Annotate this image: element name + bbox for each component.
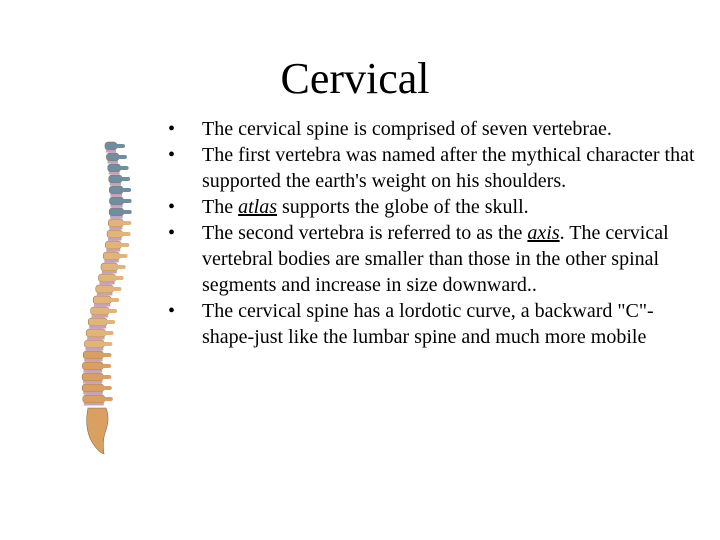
- disc-shape: [107, 161, 117, 164]
- spinous-process-shape: [116, 265, 126, 269]
- vertebra-shape: [105, 241, 121, 249]
- bullet-item: [166, 220, 696, 298]
- disc-shape: [89, 326, 106, 329]
- atlas-term: atlas: [238, 196, 277, 218]
- disc-shape: [94, 304, 110, 307]
- spinous-process-shape: [115, 144, 125, 148]
- disc-shape: [109, 227, 122, 230]
- bullet-marker: •: [168, 196, 176, 218]
- bullet-item: [166, 116, 696, 142]
- vertebra-shape: [108, 219, 123, 227]
- spinous-process-shape: [114, 276, 124, 280]
- vertebra-shape: [82, 384, 104, 392]
- spinous-process-shape: [101, 364, 111, 368]
- vertebra-shape: [109, 186, 123, 194]
- spinous-process-shape: [119, 243, 129, 247]
- bullet-item: [166, 142, 696, 194]
- vertebra-shape: [103, 252, 119, 260]
- bullet-marker: •: [168, 118, 176, 140]
- vertebra-shape: [107, 230, 122, 238]
- bullet-text-pre: The second vertebra is referred to as the: [202, 222, 528, 244]
- disc-shape: [97, 293, 113, 296]
- disc-shape: [99, 282, 114, 285]
- disc-shape: [104, 260, 118, 263]
- vertebra-shape: [98, 274, 115, 282]
- bullet-marker: •: [168, 222, 176, 244]
- spinous-process-shape: [120, 177, 130, 181]
- vertebra-shape: [83, 395, 105, 403]
- spinous-process-shape: [104, 331, 114, 335]
- spinous-process-shape: [122, 199, 132, 203]
- spinous-process-shape: [117, 155, 127, 159]
- bullet-text: The cervical spine has a lordotic curve, a backward "C"-shape-just like the lumbar spine and much more mobile: [202, 300, 654, 348]
- vertebra-shape: [109, 197, 123, 205]
- bullet-text-post: supports the globe of the skull.: [277, 196, 529, 218]
- spinous-process-shape: [122, 210, 132, 214]
- spinous-process-shape: [121, 232, 131, 236]
- disc-shape: [83, 392, 103, 395]
- slide-title: Cervical: [280, 54, 430, 103]
- disc-shape: [84, 403, 104, 406]
- bullet-text: The first vertebra was named after the mythical character that supported the earth's weight on his shoulders.: [202, 144, 695, 192]
- disc-shape: [102, 271, 117, 274]
- spinous-process-shape: [121, 221, 131, 225]
- vertebra-shape: [82, 362, 103, 370]
- disc-shape: [83, 381, 102, 384]
- vertebra-shape: [88, 318, 107, 326]
- bullet-list: [166, 116, 696, 350]
- spinous-process-shape: [105, 320, 115, 324]
- vertebra-shape: [101, 263, 118, 271]
- spine-illustration: [62, 136, 142, 456]
- spinous-process-shape: [103, 397, 113, 401]
- sacrum-shape: [87, 408, 108, 454]
- spinous-process-shape: [107, 309, 117, 313]
- axis-term: axis: [527, 222, 560, 244]
- disc-shape: [84, 359, 102, 362]
- spinous-process-shape: [102, 342, 112, 346]
- spinous-process-shape: [102, 353, 112, 357]
- disc-shape: [86, 348, 104, 351]
- disc-shape: [110, 216, 123, 219]
- bullet-text-pre: The: [202, 196, 239, 218]
- disc-shape: [110, 183, 121, 186]
- vertebra-shape: [93, 296, 111, 304]
- bullet-marker: •: [168, 300, 176, 322]
- spinous-process-shape: [118, 254, 128, 258]
- bullet-text-post: . The cervical vertebral bodies are smaller than those in the other spinal segments and increase in size downward..: [202, 222, 669, 296]
- spinous-process-shape: [101, 375, 111, 379]
- vertebra-shape: [86, 329, 105, 337]
- vertebra-shape: [96, 285, 114, 293]
- disc-shape: [106, 150, 116, 153]
- vertebra-shape: [109, 208, 124, 216]
- disc-shape: [83, 370, 102, 373]
- spinous-process-shape: [111, 287, 121, 291]
- spinous-process-shape: [109, 298, 119, 302]
- disc-shape: [109, 172, 120, 175]
- disc-shape: [110, 194, 122, 197]
- disc-shape: [87, 337, 104, 340]
- disc-shape: [106, 249, 120, 252]
- bullet-item: [166, 298, 696, 350]
- spinous-process-shape: [102, 386, 112, 390]
- spinous-process-shape: [119, 166, 129, 170]
- bullet-text: The cervical spine is comprised of seven vertebrae.: [202, 118, 612, 140]
- bullet-marker: •: [168, 144, 176, 166]
- disc-shape: [110, 205, 122, 208]
- vertebra-shape: [91, 307, 110, 315]
- disc-shape: [108, 238, 121, 241]
- vertebra-shape: [83, 351, 103, 359]
- spinous-process-shape: [121, 188, 131, 192]
- bullet-item: [166, 194, 696, 220]
- vertebra-shape: [82, 373, 103, 381]
- vertebra-shape: [85, 340, 105, 348]
- disc-shape: [92, 315, 109, 318]
